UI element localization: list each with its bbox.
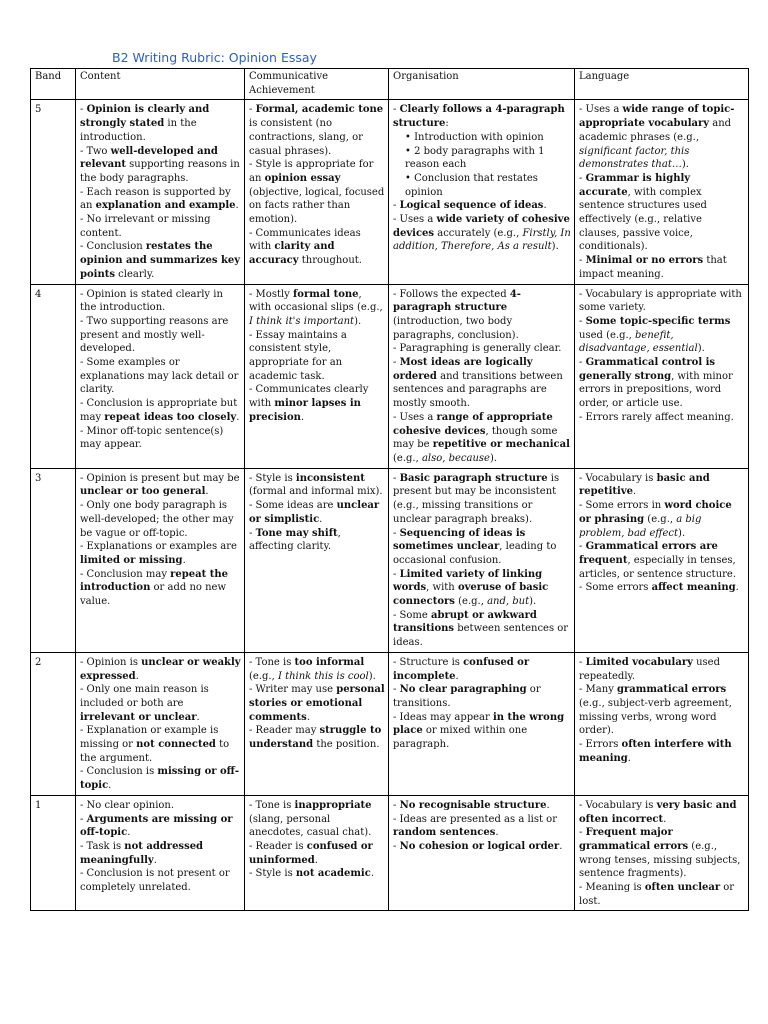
criterion-line: - Logical sequence of ideas. — [393, 200, 547, 212]
criterion-line: - Explanation or example is missing or not connected to the argument. — [80, 725, 230, 764]
criterion-line: - Two supporting reasons are present and mostly well-developed. — [80, 315, 229, 355]
header-language: Language — [575, 69, 749, 100]
criterion-line: - Many grammatical errors (e.g., subject-verb agreement, missing verbs, wrong word order). — [579, 684, 732, 737]
criterion-line: - Limited vocabulary used repeatedly. — [579, 656, 720, 682]
criterion-line: - Clearly follows a 4-paragraph structure: — [393, 104, 565, 130]
criterion-line: • Introduction with opinion — [405, 131, 544, 143]
criterion-line: - Uses a wide variety of cohesive devices accurately (e.g., Firstly, In addition, Therefore, As a result). — [393, 214, 571, 253]
criterion-line: - No clear opinion. — [80, 799, 175, 811]
band-number: 3 — [31, 468, 76, 652]
criterion-line: - Conclusion is missing or off-topic. — [80, 766, 240, 792]
criterion-line: - Only one body paragraph is well-developed; the other may be vague or off-topic. — [80, 500, 234, 539]
criterion-line: - Ideas are presented as a list or random sentences. — [393, 813, 557, 839]
criterion-line: - Reader is confused or uninformed. — [249, 840, 373, 866]
criterion-line: - Each reason is supported by an explanation and example. — [80, 186, 239, 212]
criterion-line: - Conclusion restates the opinion and summarizes key points clearly. — [80, 241, 241, 280]
criterion-line: - Opinion is present but may be unclear or too general. — [80, 472, 240, 498]
band-row-1 — [31, 795, 749, 911]
criterion-line: - Meaning is often unclear or lost. — [579, 882, 735, 907]
criterion-line: - Paragraphing is generally clear. — [393, 343, 562, 355]
criterion-line: - No recognisable structure. — [393, 799, 550, 811]
criterion-line: - Formal, academic tone is consistent (no contractions, slang, or casual phrases). — [249, 104, 384, 157]
criterion-line: - Two well-developed and relevant supporting reasons in the body paragraphs. — [80, 145, 240, 184]
criterion-line: - Tone is inappropriate (slang, personal anecdotes, casual chat). — [249, 799, 372, 839]
criterion-line: - No clear paragraphing or transitions. — [393, 684, 541, 709]
band-row-5 — [31, 100, 749, 284]
cell-content — [76, 468, 245, 652]
criterion-line: - Sequencing of ideas is sometimes unclear, leading to occasional confusion. — [393, 527, 557, 566]
criterion-line: - Uses a range of appropriate cohesive devices, though some may be repetitive or mechanical (e.g., also, because). — [393, 411, 570, 464]
criterion-line: - Limited variety of linking words, with overuse of basic connectors (e.g., and, but). — [393, 568, 549, 608]
criterion-line: • Conclusion that restates opinion — [405, 172, 538, 198]
cell-language — [575, 100, 749, 284]
criterion-line: - Explanations or examples are limited or missing. — [80, 541, 237, 566]
criterion-line: - Task is not addressed meaningfully. — [80, 840, 204, 866]
criterion-line: - Some errors in word choice or phrasing (e.g., a big problem, bad effect). — [579, 500, 732, 539]
criterion-line: - Style is appropriate for an opinion essay (objective, logical, focused on facts rather than emotion). — [249, 159, 385, 226]
cell-organisation — [389, 284, 575, 468]
criterion-line: - Mostly formal tone, with occasional slips (e.g., I think it's important). — [249, 288, 383, 327]
page-title: B2 Writing Rubric: Opinion Essay — [112, 50, 317, 65]
criterion-line: - No cohesion or logical order. — [393, 840, 563, 852]
cell-language — [575, 795, 749, 911]
criterion-line: - Opinion is unclear or weakly expressed. — [80, 656, 241, 682]
criterion-line: - Minimal or no errors that impact meaning. — [579, 255, 727, 280]
criterion-line: - Structure is confused or incomplete. — [393, 656, 530, 682]
criterion-line: - Conclusion may repeat the introduction or add no new value. — [80, 568, 228, 608]
rubric-body — [31, 100, 749, 911]
criterion-line: - Arguments are missing or off-topic. — [80, 813, 233, 839]
criterion-line: - Ideas may appear in the wrong place or mixed within one paragraph. — [393, 711, 565, 751]
criterion-line: - Reader may struggle to understand the position. — [249, 725, 382, 751]
header-row — [31, 69, 749, 100]
header-band: Band — [31, 69, 76, 100]
header-communicative-achievement: Communicative Achievement — [245, 69, 389, 100]
cell-content — [76, 652, 245, 795]
band-number: 2 — [31, 652, 76, 795]
criterion-line: - Vocabulary is appropriate with some variety. — [579, 288, 742, 314]
cell-content — [76, 284, 245, 468]
rubric-table — [30, 68, 749, 911]
header-content: Content — [76, 69, 245, 100]
cell-communicative — [245, 284, 389, 468]
band-row-2 — [31, 652, 749, 795]
cell-communicative — [245, 652, 389, 795]
criterion-line: - Follows the expected 4-paragraph structure (introduction, two body paragraphs, conclusion). — [393, 288, 521, 341]
criterion-line: - Most ideas are logically ordered and transitions between sentences and paragraphs are mostly smooth. — [393, 357, 563, 410]
cell-organisation — [389, 100, 575, 284]
cell-language — [575, 284, 749, 468]
cell-communicative — [245, 468, 389, 652]
criterion-line: - Vocabulary is very basic and often incorrect. — [579, 799, 737, 825]
criterion-line: - Style is not academic. — [249, 868, 374, 880]
criterion-line: - Conclusion is not present or completely unrelated. — [80, 868, 230, 894]
criterion-line: - Minor off-topic sentence(s) may appear. — [80, 425, 224, 451]
criterion-line: - Grammatical errors are frequent, especially in tenses, articles, or sentence structure. — [579, 541, 737, 580]
criterion-line: - Some errors affect meaning. — [579, 582, 739, 594]
band-number: 1 — [31, 795, 76, 911]
criterion-line: - Opinion is stated clearly in the introduction. — [80, 288, 223, 314]
criterion-line: - Frequent major grammatical errors (e.g., wrong tenses, missing subjects, sentence fragments). — [579, 827, 741, 880]
criterion-line: • 2 body paragraphs with 1 reason each — [405, 145, 545, 171]
cell-language — [575, 468, 749, 652]
cell-communicative — [245, 100, 389, 284]
cell-content — [76, 100, 245, 284]
criterion-line: - Style is inconsistent (formal and informal mix). — [249, 472, 383, 498]
band-number: 5 — [31, 100, 76, 284]
criterion-line: - Vocabulary is basic and repetitive. — [579, 472, 710, 498]
criterion-line: - Errors rarely affect meaning. — [579, 411, 734, 423]
criterion-line: - Opinion is clearly and strongly stated in the introduction. — [80, 104, 210, 143]
criterion-line: - Some abrupt or awkward transitions between sentences or ideas. — [393, 609, 569, 649]
criterion-line: - Communicates clearly with minor lapses in precision. — [249, 384, 369, 423]
criterion-line: - Some ideas are unclear or simplistic. — [249, 500, 380, 525]
criterion-line: - Some topic-specific terms used (e.g., benefit, disadvantage, essential). — [579, 315, 731, 355]
cell-organisation — [389, 468, 575, 652]
criterion-line: - Errors often interfere with meaning. — [579, 739, 732, 764]
criterion-line: - Conclusion is appropriate but may repeat ideas too closely. — [80, 398, 240, 423]
criterion-line: - Only one main reason is included or both are irrelevant or unclear. — [80, 684, 209, 723]
criterion-line: - Writer may use personal stories or emotional comments. — [249, 684, 385, 723]
criterion-line: - Some examples or explanations may lack detail or clarity. — [80, 357, 239, 396]
criterion-line: - Uses a wide range of topic-appropriate vocabulary and academic phrases (e.g., significant factor, this demonstrates that…). — [579, 104, 735, 171]
band-number: 4 — [31, 284, 76, 468]
cell-content — [76, 795, 245, 911]
band-row-3 — [31, 468, 749, 652]
band-row-4 — [31, 284, 749, 468]
criterion-line: - Grammatical control is generally strong, with minor errors in prepositions, word order, or article use. — [579, 357, 733, 410]
criterion-line: - Tone is too informal (e.g., I think this is cool). — [249, 656, 376, 682]
criterion-line: - Basic paragraph structure is present but may be inconsistent (e.g., missing transitions or unclear paragraph breaks). — [393, 472, 560, 525]
criterion-line: - Communicates ideas with clarity and accuracy throughout. — [249, 227, 362, 267]
cell-organisation — [389, 795, 575, 911]
criterion-line: - Essay maintains a consistent style, appropriate for an academic task. — [249, 329, 347, 382]
criterion-line: - Grammar is highly accurate, with complex sentence structures used effectively (e.g., relative clauses, passive voice, conditionals). — [579, 172, 707, 253]
cell-organisation — [389, 652, 575, 795]
header-organisation: Organisation — [389, 69, 575, 100]
criterion-line: - Tone may shift, affecting clarity. — [249, 527, 341, 553]
cell-language — [575, 652, 749, 795]
cell-communicative — [245, 795, 389, 911]
criterion-line: - No irrelevant or missing content. — [80, 214, 211, 239]
